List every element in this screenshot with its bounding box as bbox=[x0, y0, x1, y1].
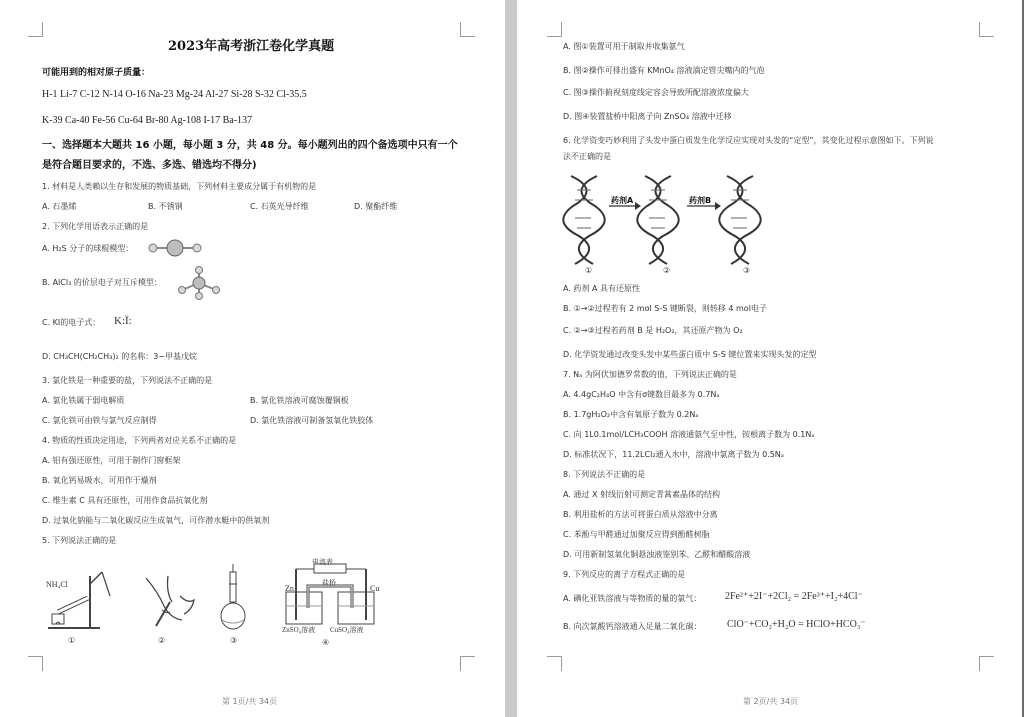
figure-3-volumetric-flask bbox=[218, 562, 248, 634]
fig4-cuso4-label: CuSO₄溶液 bbox=[330, 626, 364, 634]
option-7a: A. 4.4gC₂H₄O 中含有σ键数目最多为 0.7Nₐ bbox=[563, 390, 720, 399]
option-8c: C. 苯酚与甲醛通过加聚反应得到酚醛树脂 bbox=[563, 530, 710, 539]
option-2d: D. CH₃CH(CH₂CH₃)₂ 的名称：3−甲基戊烷 bbox=[42, 352, 198, 361]
fig6-number-2: ② bbox=[663, 266, 671, 275]
fig4-zn-label: Zn bbox=[285, 584, 294, 593]
option-4d: D. 过氧化钠能与二氧化碳反应生成氧气，可作潜水艇中的供氧剂 bbox=[42, 516, 270, 525]
question-4: 4. 物质的性质决定用途，下列两者对应关系不正确的是 bbox=[42, 436, 237, 445]
fig6-number-1: ① bbox=[585, 266, 593, 275]
alcl3-vsepr-model bbox=[176, 266, 222, 300]
page-footer: 第 2页/共 34页 bbox=[743, 697, 799, 706]
option-1d: D. 聚酯纤维 bbox=[354, 202, 398, 211]
option-7c: C. 向 1L0.1mol/LCH₃COOH 溶液通氨气至中性，铵根离子数为 0.1Nₐ bbox=[563, 430, 815, 439]
crop-mark bbox=[547, 656, 562, 671]
option-2b: B. AlCl₃ 的价层电子对互斥模型： bbox=[42, 278, 162, 287]
option-5b: B. 图②操作可排出盛有 KMnO₄ 溶液滴定管尖嘴内的气泡 bbox=[563, 66, 765, 75]
section-header-1: 一、选择题本大题共 16 小题，每小题 3 分，共 48 分。每小题列出的四个备选项中只有一个 bbox=[42, 140, 458, 151]
fig4-ammeter-label: 电流表 bbox=[312, 558, 333, 566]
mass-line-2: K-39 Ca-40 Fe-56 Cu-64 Br-80 Ag-108 I-17 Ba-137 bbox=[42, 115, 253, 126]
option-3b: B. 氯化铁溶液可腐蚀覆铜板 bbox=[250, 396, 349, 405]
mass-line-1: H-1 Li-7 C-12 N-14 O-16 Na-23 Mg-24 Al-27 Si-28 S-32 Cl-35.5 bbox=[42, 89, 307, 100]
crop-mark bbox=[460, 22, 475, 37]
fig6-reagent-a: 药剂A bbox=[611, 196, 634, 205]
figure-4-galvanic-cell bbox=[282, 560, 378, 630]
option-2a: A. H₂S 分子的球棍模型： bbox=[42, 244, 134, 253]
option-5d: D. 图④装置盐桥中阳离子向 ZnSO₄ 溶液中迁移 bbox=[563, 112, 732, 121]
option-4b: B. 氧化钙易吸水，可用作干燥剂 bbox=[42, 476, 157, 485]
option-6d: D. 化学资发通过改变头发中某些蛋白质中 S-S 键位置来实现头发的定型 bbox=[563, 350, 817, 359]
page-title: 2023年高考浙江卷化学真题 bbox=[168, 39, 335, 54]
crop-mark bbox=[28, 656, 43, 671]
question-3: 3. 氯化铁是一种重要的盐，下列说法不正确的是 bbox=[42, 376, 213, 385]
option-3a: A. 氯化铁属于弱电解质 bbox=[42, 396, 125, 405]
option-2c: C. KI的电子式： bbox=[42, 318, 101, 327]
option-6a: A. 药剂 A 具有还原性 bbox=[563, 284, 640, 293]
fig3-number: ③ bbox=[230, 636, 238, 645]
page-footer: 第 1页/共 34页 bbox=[222, 697, 278, 706]
fig4-cu-label: Cu bbox=[370, 584, 380, 593]
option-5c: C. 图③操作俯视刻度线定容会导致所配溶液浓度偏大 bbox=[563, 88, 749, 97]
option-4c: C. 维生素 C 具有还原性，可用作食品抗氧化剂 bbox=[42, 496, 208, 505]
option-8d: D. 可用新制氢氧化铜悬浊液鉴别苯、乙醛和醋酸溶液 bbox=[563, 550, 751, 559]
page-gap bbox=[505, 0, 517, 717]
h2s-ball-stick-model bbox=[145, 238, 205, 258]
ki-electron-formula: K:Ï: bbox=[114, 315, 132, 327]
fig2-number: ② bbox=[158, 636, 166, 645]
option-5a: A. 图①装置可用于制取并收集氨气 bbox=[563, 42, 685, 51]
question-6-line-1: 6. 化学资变巧妙利用了头发中蛋白质发生化学反应实现对头发的“定型”，其变化过程示意图如下。下列说 bbox=[563, 136, 934, 145]
fig4-znso4-label: ZnSO₄溶液 bbox=[282, 626, 316, 634]
option-6b: B. ①→②过程若有 2 mol S-S 键断裂，则转移 4 mol电子 bbox=[563, 304, 767, 313]
option-7d: D. 标准状况下，11.2LCl₂通入水中，溶液中氯离子数为 0.5Nₐ bbox=[563, 450, 784, 459]
figure-1-ammonia-apparatus bbox=[40, 566, 120, 646]
fig4-saltbridge-label: 盐桥 bbox=[322, 579, 336, 587]
question-6-line-2: 法不正确的是 bbox=[563, 152, 611, 161]
fig6-reagent-b: 药剂B bbox=[689, 196, 712, 205]
fig1-nh4cl-label: NH₄Cl bbox=[46, 580, 68, 589]
question-8: 8. 下列说法不正确的是 bbox=[563, 470, 646, 479]
crop-mark bbox=[979, 656, 994, 671]
question-9: 9. 下列反应的离子方程式正确的是 bbox=[563, 570, 686, 579]
crop-mark bbox=[979, 22, 994, 37]
option-3c: C. 氯化铁可由铁与氯气反应制得 bbox=[42, 416, 157, 425]
option-9b: B. 向次氯酸钙溶液通入足量二氧化碳： bbox=[563, 622, 702, 631]
option-1a: A. 石墨烯 bbox=[42, 202, 77, 211]
fig4-number: ④ bbox=[322, 638, 330, 647]
option-7b: B. 1.7gH₂O₂中含有氧原子数为 0.2Nₐ bbox=[563, 410, 699, 419]
question-2: 2. 下列化学用语表示正确的是 bbox=[42, 222, 149, 231]
section-header-2: 是符合题目要求的，不选、多选、错选均不得分) bbox=[42, 160, 257, 171]
option-8a: A. 通过 X 射线衍射可测定青蒿素晶体的结构 bbox=[563, 490, 720, 499]
option-9a-equation: 2Fe²⁺+2I⁻+2Cl₂ = 2Fe³⁺+I₂+4Cl⁻ bbox=[725, 591, 863, 602]
option-8b: B. 利用盐析的方法可将蛋白质从溶液中分离 bbox=[563, 510, 718, 519]
option-9b-equation: ClO⁻+CO₂+H₂O = HClO+HCO₃⁻ bbox=[727, 619, 866, 630]
question-1: 1. 材料是人类赖以生存和发展的物质基础，下列材料主要成分属于有机物的是 bbox=[42, 182, 317, 191]
question-5: 5. 下列说法正确的是 bbox=[42, 536, 117, 545]
figure-6-hair-perm-diagram bbox=[561, 170, 781, 270]
figure-2-hands-operation bbox=[140, 570, 200, 634]
option-9a: A. 碘化亚铁溶液与等物质的量的氯气： bbox=[563, 594, 702, 603]
crop-mark bbox=[460, 656, 475, 671]
page-2 bbox=[517, 0, 1022, 717]
option-4a: A. 铝有强还原性，可用于制作门窗框架 bbox=[42, 456, 181, 465]
fig6-number-3: ③ bbox=[743, 266, 751, 275]
option-6c: C. ②→③过程若药剂 B 是 H₂O₂，其还原产物为 O₂ bbox=[563, 326, 743, 335]
option-1b: B. 不锈钢 bbox=[148, 202, 183, 211]
question-7: 7. Nₐ 为阿伏加德罗常数的值，下列说法正确的是 bbox=[563, 370, 737, 379]
option-1c: C. 石英光导纤维 bbox=[250, 202, 309, 211]
option-3d: D. 氯化铁溶液可制备氢氧化铁胶体 bbox=[250, 416, 374, 425]
mass-label: 可能用到的相对原子质量： bbox=[42, 68, 151, 78]
page-1 bbox=[0, 0, 505, 717]
crop-mark bbox=[28, 22, 43, 37]
crop-mark bbox=[547, 22, 562, 37]
fig1-number: ① bbox=[68, 636, 76, 645]
